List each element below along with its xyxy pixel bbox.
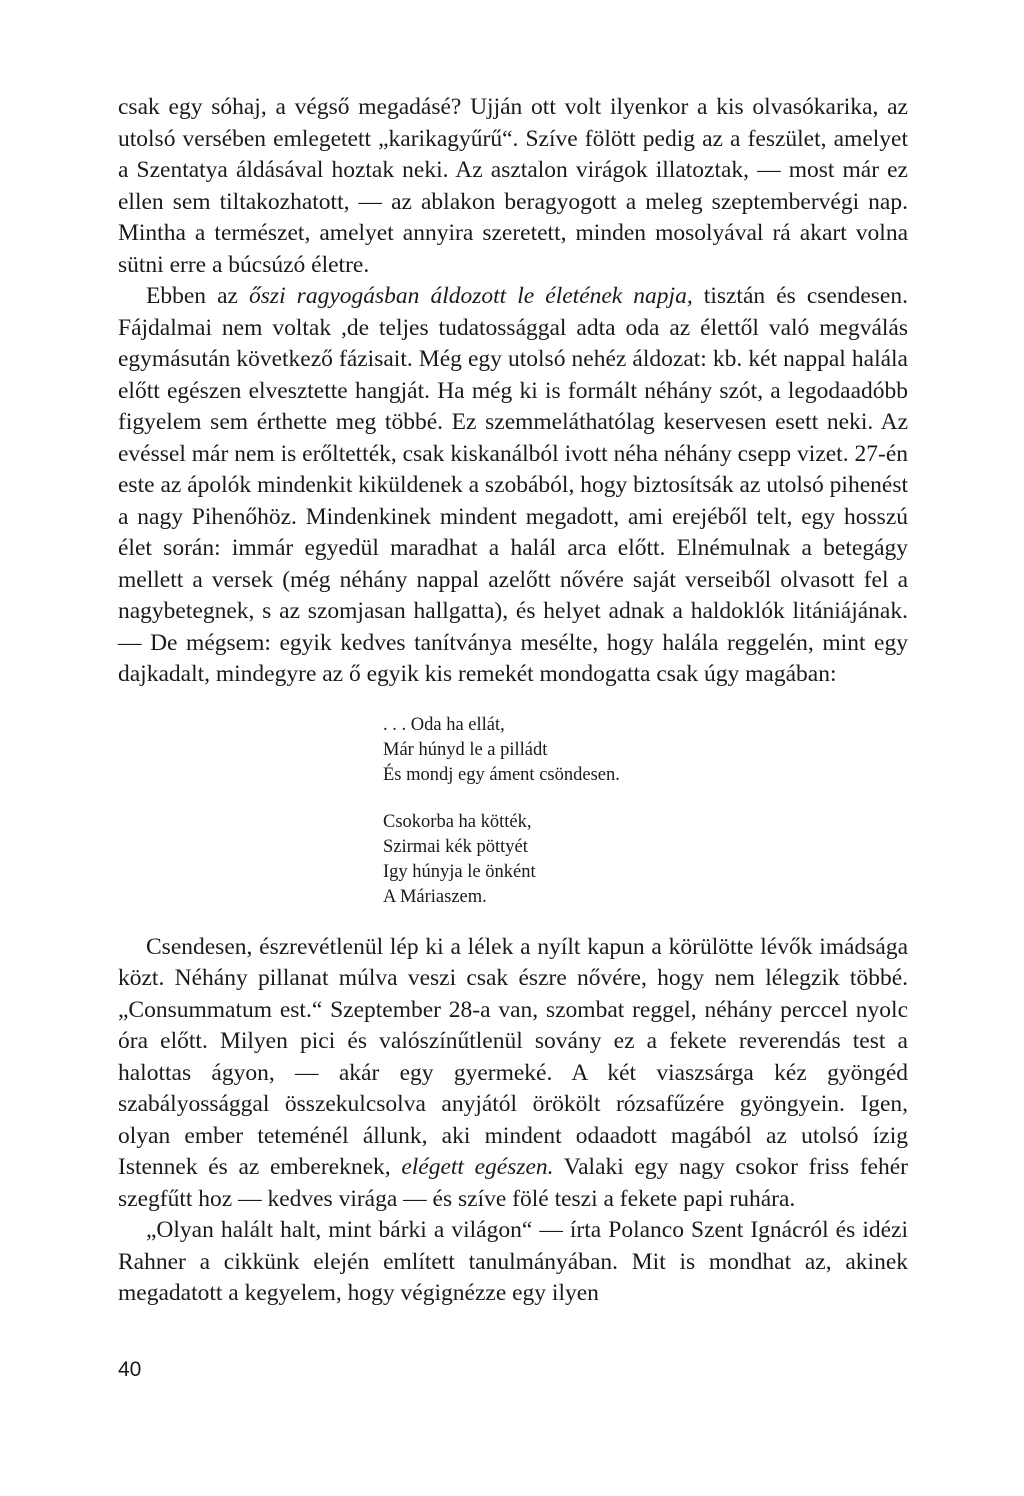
paragraph-2-italic: őszi ragyogásban áldozott le életének napja, <box>249 283 693 309</box>
paragraph-3-text-a: Csendesen, észrevétlenül lép ki a lélek a nyílt kapun a körülötte lévők imádsága közt. Néhány pillanat múlva veszi csak észre nővére, hogy nem lélegzik többé. „Consummatum est.“ Szeptember 28-a van, szombat reggel, néhány perccel nyolc óra előtt. Milyen pici és valószínűtlenül sovány ez a fekete reverendás test a halottas ágyon, — akár egy gyermeké. A két viaszsárga kéz gyöngéd szabályossággal összekulcsolva anyjától örökölt rózsafűzére gyöngyein. Igen, olyan ember teteménél állunk, aki mindent odaadott magából az utolsó ízig Istennek és az embereknek, <box>118 933 908 1180</box>
poem-line: . . . Oda ha ellát, <box>383 714 505 735</box>
paragraph-2-text-b: tisztán és csendesen. Fájdalmai nem voltak ,de teljes tudatossággal adta oda az élettől való megválás egymásután következő fázisait. Még egy utolsó nehéz áldozat: kb. két nappal halála előtt egészen elvesztette hangját. Ha még ki is formált néhány szót, a legodaadóbb figyelem sem érthette meg többé. Ez szemmeláthatólag keservesen esett neki. Az evéssel már nem is erőltették, csak kiskanálból ivott néha néhány csepp vizet. 27-én este az ápolók mindenkit kiküldenek a szobából, hogy biztosítsák az utolsó pihenést a nagy Pihenőhöz. Mindenkinek mindent megadott, ami erejéből telt, egy hosszú élet során: immár egyedül maradhat a halál arca előtt. Elnémulnak a betegágy mellett a versek (még néhány nappal azelőtt nővére saját verseiből olvasott fel a nagybetegnek, s az szomjasan hallgatta), és helyet adnak a haldoklók litániájának. — De mégsem: egyik kedves tanítványa mesélte, hogy halála reggelén, mint egy dajkadalt, mindegyre az ő egyik kis remekét mondogatta csak úgy magában: <box>118 283 908 687</box>
poem-line: És mondj egy áment csöndesen. <box>383 764 620 785</box>
poem-line: Már húnyd le a pilládt <box>383 739 548 760</box>
poem-line: Csokorba ha kötték, <box>383 811 532 832</box>
paragraph-3-italic: elégett egészen. <box>401 1154 554 1180</box>
paragraph-2-text-a: Ebben az <box>146 283 250 309</box>
paragraph-4-text: „Olyan halált halt, mint bárki a világon“ — írta Polanco Szent Ignácról és idézi Rahner a cikkünk elején említett tanulmányában. Mit is mondhat az, akinek megadatott a kegyelem, hogy végignézze egy ilyen <box>118 1217 908 1306</box>
page-body <box>118 92 908 1310</box>
paragraph-4 <box>118 1215 908 1310</box>
poem-line: Igy húnyja le önként <box>383 861 536 882</box>
poem-stanza-1 <box>383 713 908 788</box>
paragraph-1-text: csak egy sóhaj, a végső megadásé? Ujján ott volt ilyenkor a kis olvasókarika, az utolsó versében emlegetett „karikagyűrű“. Szíve fölött pedig az a feszület, amelyet a Szentatya áldásával hoztak neki. Az asztalon virágok illatoztak, — most már ez ellen sem tiltakozhatott, — az ablakon beragyogott a meleg szeptembervégi nap. Mintha a természet, amelyet annyira szeretett, minden mosolyával rá akart volna sütni erre a búcsúzó életre. <box>118 94 908 278</box>
paragraph-2 <box>118 281 908 691</box>
poem-line: A Máriaszem. <box>383 886 487 907</box>
poem-stanza-2 <box>383 810 908 910</box>
poem-line: Szirmai kék pöttyét <box>383 836 528 857</box>
paragraph-3 <box>118 932 908 1216</box>
paragraph-3-text-b: Valaki egy nagy csokor friss fehér szegfűtt hoz — kedves virága — és szíve fölé teszi a fekete papi ruhára. <box>118 1154 908 1212</box>
page-number: 40 <box>118 1358 142 1381</box>
poem <box>383 713 908 910</box>
paragraph-1 <box>118 92 908 281</box>
